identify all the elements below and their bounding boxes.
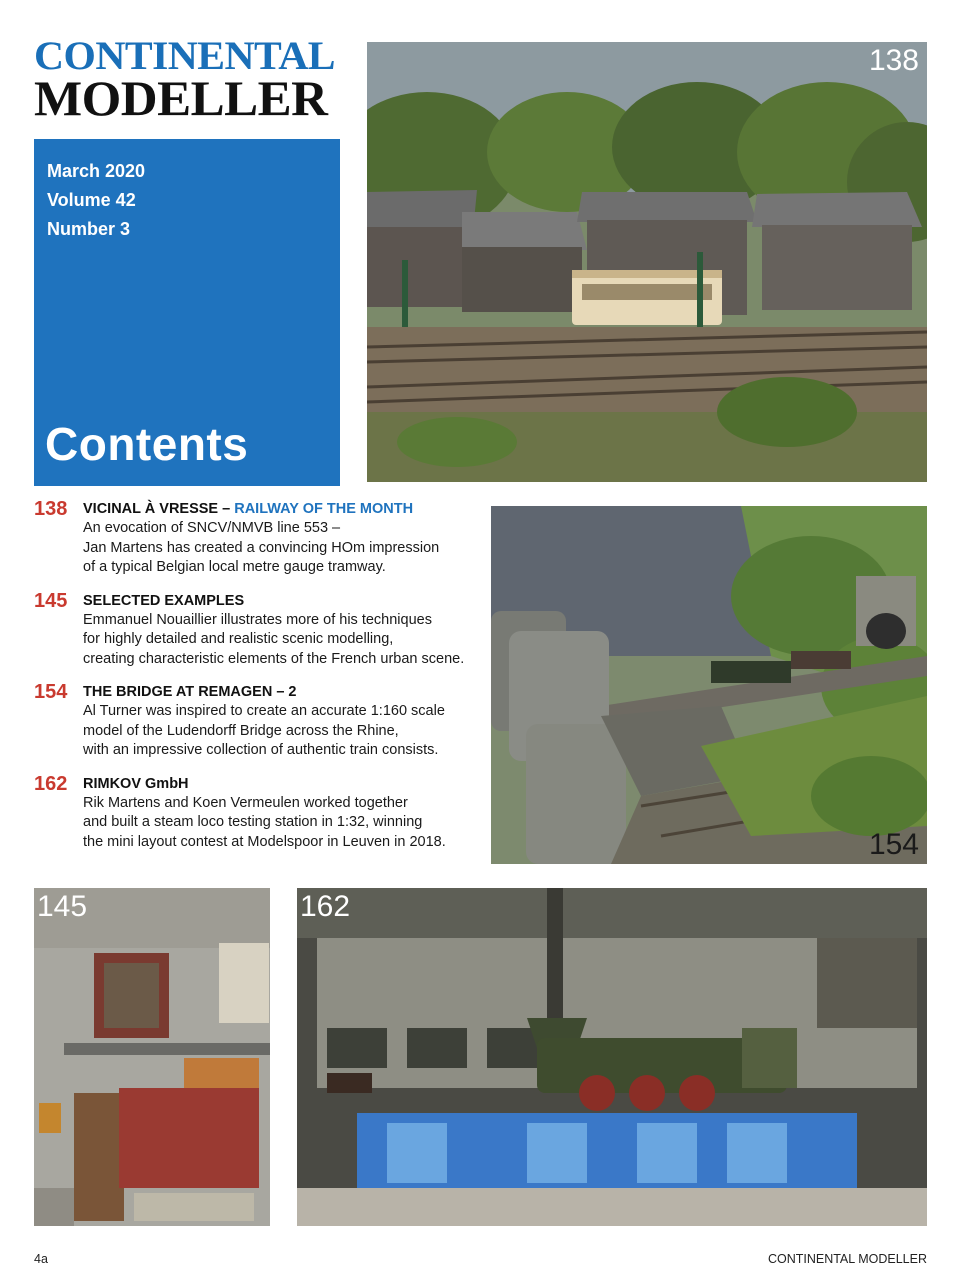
issue-date: March 2020	[47, 161, 146, 181]
photo-138-illustration	[367, 42, 927, 482]
toc-page-number: 145	[34, 589, 68, 612]
toc-description-line: Al Turner was inspired to create an accurate 1:160 scale	[83, 703, 445, 719]
toc-page-number: 138	[34, 498, 68, 520]
masthead-line-1: CONTINENTAL	[34, 33, 335, 78]
toc-title	[83, 500, 484, 519]
toc-page-number: 162	[34, 772, 68, 795]
toc-description-line: with an impressive collection of authentic train consists.	[83, 742, 439, 758]
toc-page-number: 154	[34, 681, 68, 703]
photo-145-facade[interactable]	[34, 888, 270, 1226]
photo-145-illustration	[34, 888, 270, 1226]
photo-138-page-label: 138	[868, 44, 919, 77]
toc-title: SELECTED EXAMPLES	[83, 592, 245, 609]
toc-title: RIMKOV GmbH	[83, 775, 189, 792]
photo-154-illustration	[491, 506, 927, 864]
toc-description	[83, 611, 484, 670]
toc-description-line: model of the Ludendorff Bridge across the Rhine,	[83, 722, 399, 739]
toc-description-line: An evocation of SNCV/NMVB line 553 –	[83, 520, 341, 536]
table-of-contents	[34, 500, 484, 866]
photo-138-tramway[interactable]	[367, 42, 927, 482]
toc-description	[83, 702, 484, 761]
toc-description	[83, 519, 484, 578]
masthead-logo	[34, 33, 344, 126]
toc-description-line: Emmanuel Nouaillier illustrates more of his techniques	[83, 611, 432, 628]
toc-description-line: Jan Martens has created a convincing HOm impression	[83, 539, 440, 556]
toc-description	[83, 794, 484, 853]
toc-description-line: and built a steam loco testing station in 1:32, winning	[83, 814, 423, 830]
photo-145-page-label: 145	[37, 890, 88, 923]
toc-entry-154[interactable]	[34, 683, 484, 761]
toc-entry-138[interactable]	[34, 500, 484, 578]
toc-description-line: Rik Martens and Koen Vermeulen worked together	[83, 794, 408, 811]
photo-154-page-label: 154	[868, 828, 919, 861]
footer-magazine-name: CONTINENTAL MODELLER	[767, 1252, 927, 1266]
photo-162-illustration	[297, 888, 927, 1226]
photo-162-page-label: 162	[300, 890, 351, 923]
contents-heading: Contents	[45, 418, 249, 470]
toc-description-line: of a typical Belgian local metre gauge tramway.	[83, 559, 386, 575]
issue-details	[47, 157, 145, 244]
toc-entry-162[interactable]	[34, 772, 484, 853]
toc-description-line: the mini layout contest at Modelspoor in Leuven in 2018.	[83, 833, 446, 850]
toc-entry-145[interactable]	[34, 589, 484, 670]
photo-162-testing-station[interactable]	[297, 888, 927, 1226]
toc-title-tag: RAILWAY OF THE MONTH	[234, 501, 414, 517]
footer-page-number: 4a	[34, 1252, 48, 1266]
toc-description-line: for highly detailed and realistic scenic modelling,	[83, 631, 394, 647]
issue-info-panel	[34, 139, 340, 486]
toc-title: THE BRIDGE AT REMAGEN – 2	[83, 684, 297, 700]
masthead-line-2: MODELLER	[34, 69, 328, 126]
issue-number: Number 3	[47, 219, 131, 239]
issue-volume: Volume 42	[47, 190, 136, 210]
toc-title-text: VICINAL À VRESSE –	[83, 501, 235, 517]
toc-description-line: creating characteristic elements of the French urban scene.	[83, 650, 465, 667]
photo-154-bridge[interactable]	[491, 506, 927, 864]
